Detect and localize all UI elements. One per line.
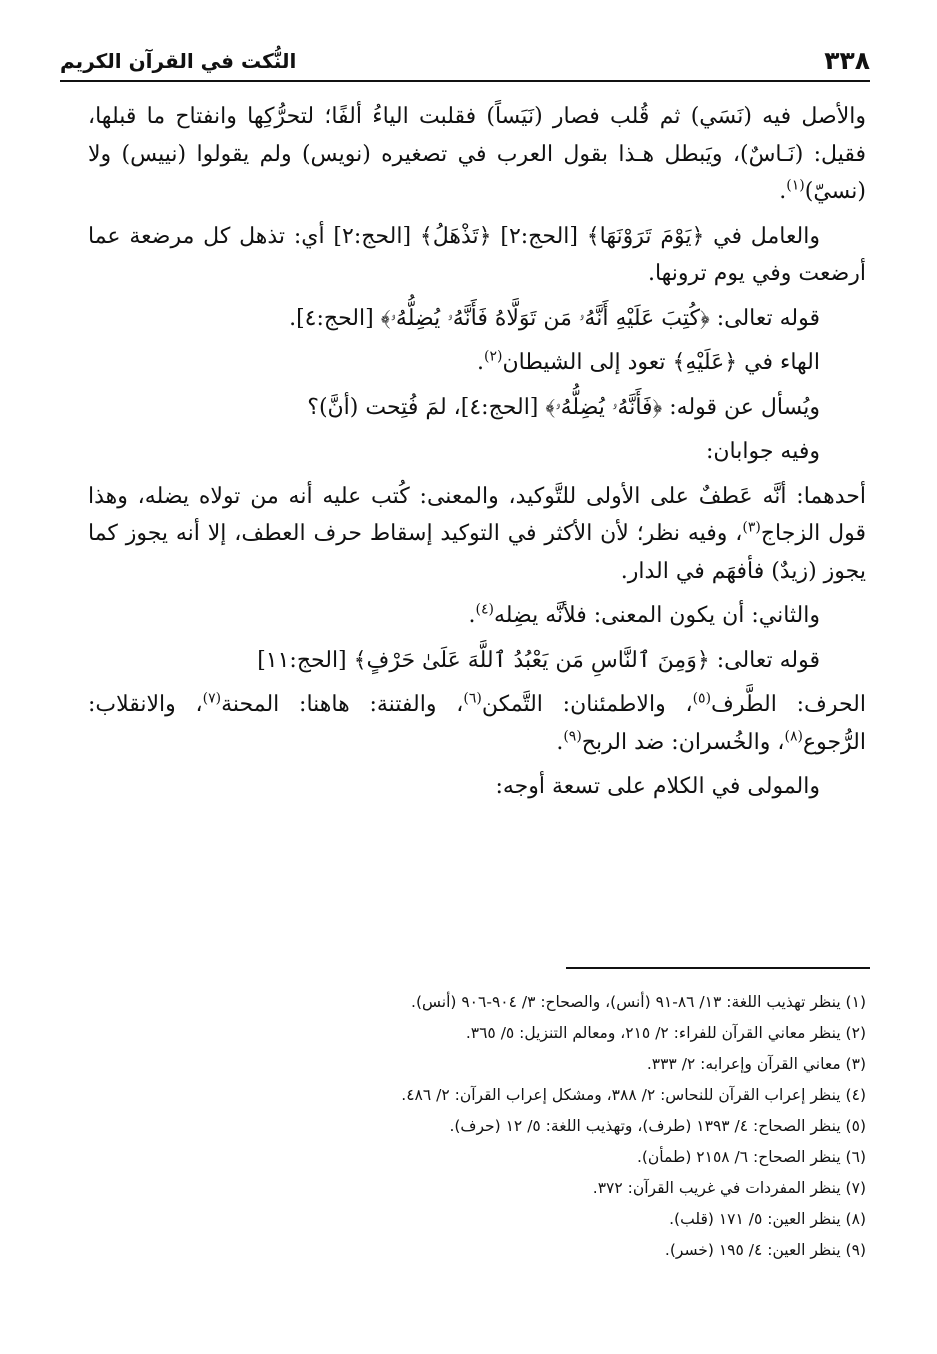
- page-number: ٣٣٨: [824, 46, 870, 75]
- paragraph-text: والمولى في الكلام على تسعة أوجه:: [495, 774, 820, 799]
- paragraph-text: أحدهما: أنَّه عَطفٌ على الأولى للتَّوكيد، والمعنى: كُتب عليه أنه من تولاه يضله، وهذا قول الزجاج: [88, 483, 866, 546]
- header-rule: [60, 80, 870, 82]
- paragraph-text: ويُسأل عن قوله: ﴿فَأَنَّهُۥ يُضِلُّهُۥ﴾ [الحج:٤]، لمَ فُتِحت (أنَّ)؟: [307, 394, 820, 420]
- main-text: [88, 98, 866, 813]
- paragraph: [88, 642, 866, 680]
- paragraph: [88, 478, 866, 591]
- footnote-ref: (٣): [742, 519, 761, 536]
- paragraph-text: .: [468, 603, 476, 628]
- paragraph: [88, 686, 866, 761]
- page-header: [60, 44, 870, 78]
- paragraph-text: .: [556, 729, 564, 755]
- paragraph-text: والأصل فيه (نَسَي) ثم قُلب فصار (نَيَساً) فقلبت الياءُ ألفًا؛ لتحرُّكِها وانفتاح ما قبلها، فقيل: (نَـاسٌ)، ويَبطل هـذا بقول العرب في تصغيره (نويس) ولم يقولوا (نييس) ولا (نسيّ): [88, 104, 867, 204]
- running-title: النُّكت في القرآن الكريم: [60, 49, 297, 73]
- paragraph: [88, 433, 866, 471]
- footnote-rule: [566, 967, 870, 969]
- footnote-ref: (٦): [463, 690, 482, 707]
- paragraph-text: ، وفيه نظر؛ لأن الأكثر في التوكيد إسقاط حرف العطف، إلا أنه يجوز كما يجوز (زيدٌ) فأفهَم في الدار.: [88, 521, 866, 584]
- footnote-ref: (٩): [563, 728, 582, 745]
- footnote: (٥) ينظر الصحاح: ٤/ ١٣٩٣ (طرف)، وتهذيب اللغة: ٥/ ١٢ (حرف).: [449, 1117, 866, 1135]
- paragraph-text: وفيه جوابان:: [705, 439, 820, 464]
- paragraph-text: ، والانقلاب: الرُّجوع: [88, 692, 866, 755]
- footnote: (٣) معاني القرآن وإعرابه: ٢/ ٣٣٣.: [646, 1055, 866, 1073]
- footnote: (٦) ينظر الصحاح: ٦/ ٢١٥٨ (طمأن).: [636, 1148, 866, 1166]
- footnote-ref: (١): [786, 177, 805, 194]
- paragraph-text: .: [477, 350, 485, 375]
- paragraph-text: .: [779, 179, 787, 204]
- paragraph: [88, 597, 866, 635]
- footnote: (٤) ينظر إعراب القرآن للنحاس: ٢/ ٣٨٨، ومشكل إعراب القرآن: ٢/ ٤٨٦.: [401, 1086, 866, 1104]
- paragraph-text: قوله تعالى: ﴿كُتِبَ عَلَيْهِ أَنَّهُۥ مَن تَوَلَّاهُ فَأَنَّهُۥ يُضِلُّهُۥ﴾ [الحج:٤].: [289, 305, 820, 331]
- paragraph-text: والثاني: أن يكون المعنى: فلأنَّه يضِله: [493, 603, 820, 628]
- paragraph-text: الهاء في ﴿عَلَيْهِ﴾ تعود إلى الشيطان: [502, 350, 820, 375]
- paragraph-text: ، والفتنة: هاهنا: المحنة: [221, 692, 464, 717]
- footnote: (٨) ينظر العين: ٥/ ١٧١ (قلب).: [669, 1210, 866, 1228]
- paragraph: [88, 389, 866, 427]
- footnotes: [88, 987, 866, 1266]
- footnote: (٢) ينظر معاني القرآن للفراء: ٢/ ٢١٥، ومعالم التنزيل: ٥/ ٣٦٥.: [465, 1024, 866, 1042]
- footnote: (١) ينظر تهذيب اللغة: ١٣/ ٨٦-٩١ (أنس)، والصحاح: ٣/ ٩٠٤-٩٠٦ (أنس).: [411, 993, 866, 1011]
- footnote-ref: (٥): [692, 690, 712, 707]
- paragraph: [88, 344, 866, 382]
- footnote-ref: (٨): [784, 728, 803, 745]
- footnote: (٧) ينظر المفردات في غريب القرآن: ٣٧٢.: [592, 1179, 866, 1197]
- paragraph-text: والعامل في ﴿يَوْمَ تَرَوْنَهَا﴾ [الحج:٢] ﴿تَذْهَلُ﴾ [الحج:٢] أي: تذهل كل مرضعة عما أرضعت وفي يوم ترونها.: [88, 223, 866, 286]
- paragraph: [88, 768, 866, 806]
- paragraph-text: الحرف: الطَّرف: [711, 692, 866, 717]
- footnote-ref: (٤): [475, 601, 494, 618]
- paragraph-text: ، والاطمئنان: التَّمكن: [481, 692, 693, 717]
- footnote-ref: (٧): [202, 690, 222, 707]
- footnote-ref: (٢): [484, 348, 503, 365]
- footnote: (٩) ينظر العين: ٤/ ١٩٥ (خسر).: [664, 1241, 866, 1259]
- paragraph: [88, 300, 866, 338]
- paragraph: [88, 98, 866, 211]
- paragraph-text: قوله تعالى: ﴿وَمِنَ ٱلنَّاسِ مَن يَعْبُدُ ٱللَّهَ عَلَىٰ حَرْفٍ﴾ [الحج:١١]: [257, 647, 820, 673]
- paragraph: [88, 218, 866, 293]
- paragraph-text: ، والخُسران: ضد الربح: [581, 729, 785, 755]
